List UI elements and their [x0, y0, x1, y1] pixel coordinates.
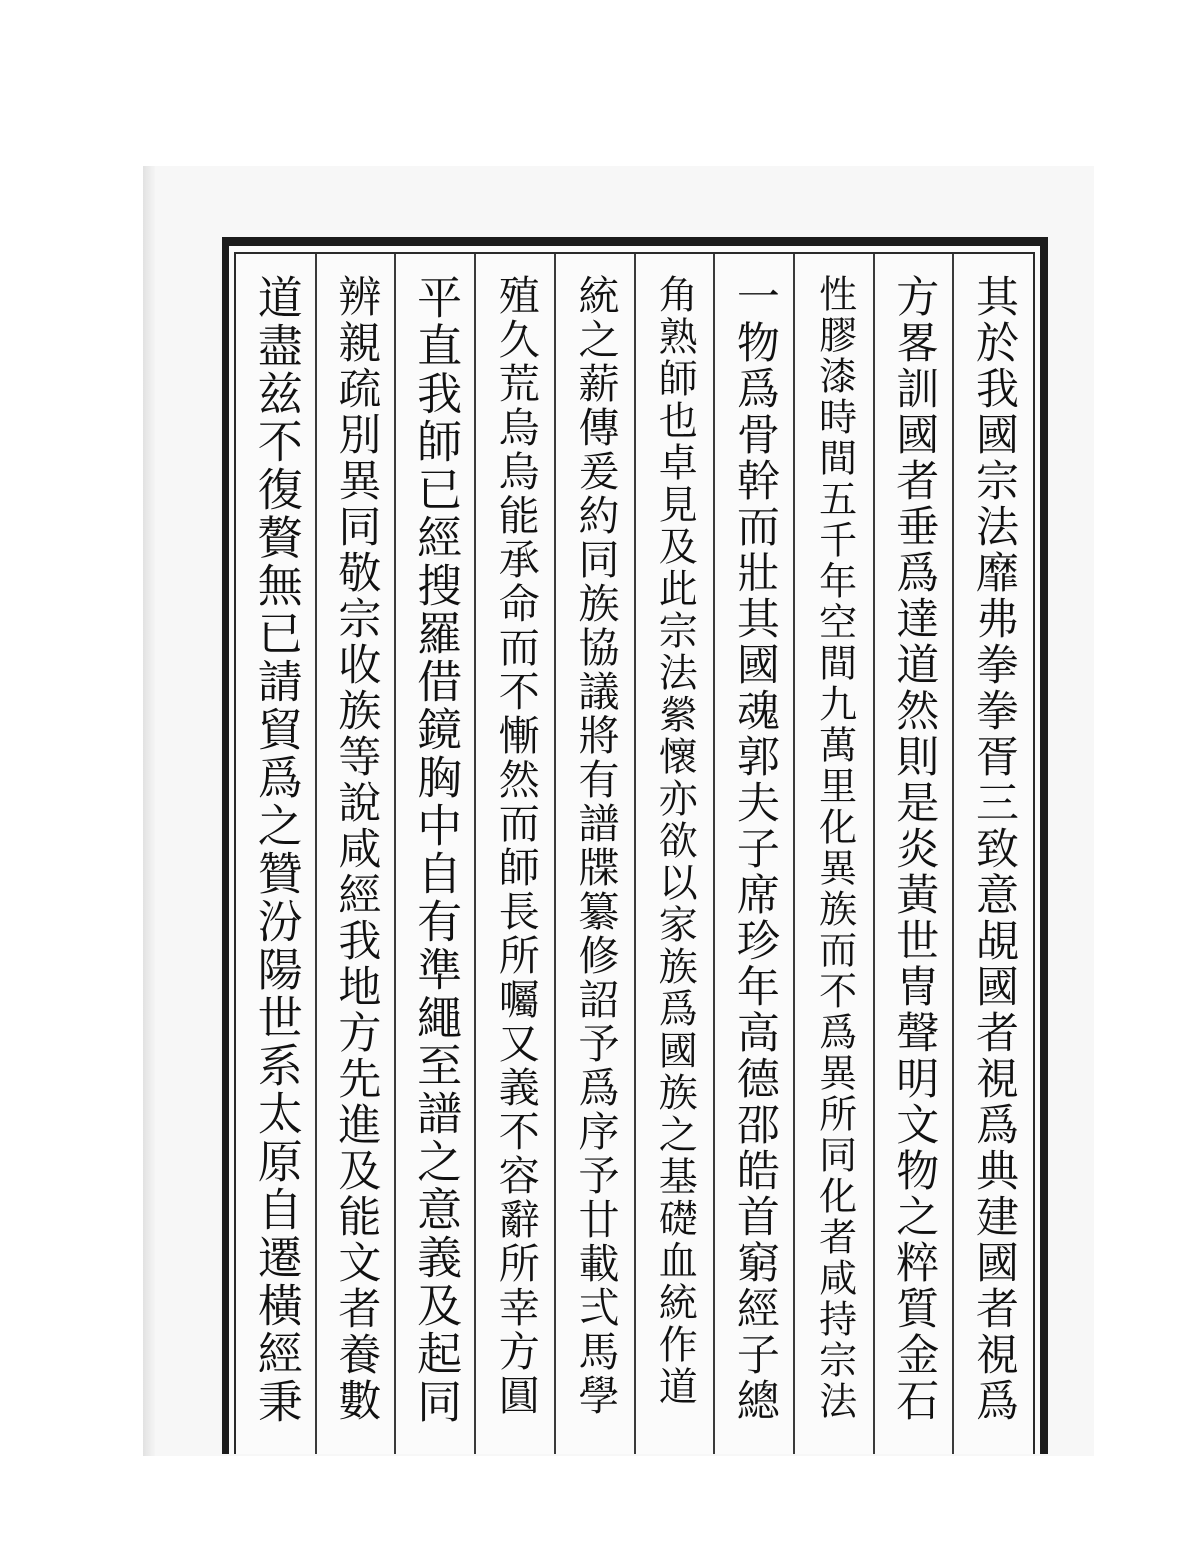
text-column-6 [555, 264, 635, 1454]
text-column-9 [316, 264, 396, 1454]
manuscript-frame [222, 237, 1048, 1454]
text-column-5 [635, 264, 715, 1454]
page-edge-shadow [143, 166, 155, 1456]
column-text: 角熟師也卓見及此宗法縈懷亦欲以家族爲國族之基礎血統作道 [652, 274, 698, 1408]
text-column-4 [714, 264, 794, 1454]
column-text: 一物爲骨幹而壯其國魂郭夫子席珍年高德邵皓首窮經子總 [729, 274, 780, 1424]
column-text: 道盡兹不復贅無已請貿爲之贊汾陽世系太原自遷橫經秉 [249, 274, 303, 1426]
column-text: 殖久荒烏烏能承命而不慚然而師長所囑又義不容辭所幸方圓 [491, 274, 540, 1418]
column-text: 性膠漆時間五千年空間九萬里化異族而不爲異所同化者咸持宗法 [812, 274, 857, 1422]
text-column-2 [874, 264, 954, 1454]
column-text: 平直我師已經搜羅借鏡胸中自有準繩至譜之意義及起同 [409, 274, 463, 1426]
column-text: 方畧訓國者垂爲達道然則是炎黃世冑聲明文物之粹質金石 [889, 274, 940, 1424]
text-column-3 [794, 264, 874, 1454]
text-column-8 [395, 264, 475, 1454]
text-column-1 [953, 264, 1033, 1454]
column-text: 辨親疏別異同敬宗收族等說咸經我地方先進及能文者養數 [331, 274, 382, 1424]
text-column-10 [236, 264, 316, 1454]
text-column-7 [475, 264, 555, 1454]
column-text: 其於我國宗法靡弗拳拳胥三致意覘國者視爲典建國者視爲 [968, 274, 1019, 1424]
manuscript-inner-frame [234, 252, 1035, 1454]
column-text: 統之薪傳爰約同族協議將有譜牒纂修詔予爲序予廿載弍馬學 [571, 274, 620, 1418]
